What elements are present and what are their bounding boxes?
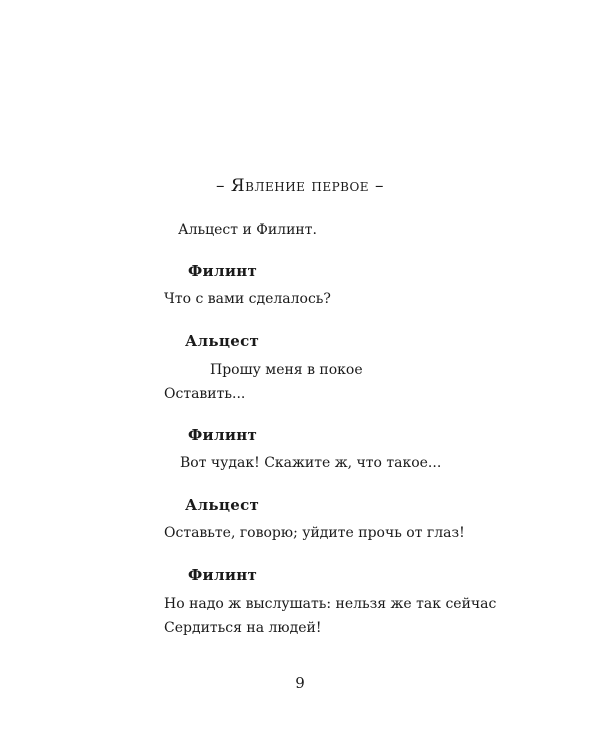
dialogue-line: Вот чудак! Скажите ж, что такое... <box>180 455 442 471</box>
speaker-name: Филинт <box>188 426 258 444</box>
dialogue-line: Сердиться на людей! <box>164 620 322 636</box>
speaker-name: Альцест <box>185 496 260 514</box>
speaker-name: Альцест <box>185 332 260 350</box>
speaker-name: Филинт <box>188 566 258 584</box>
dialogue-line: Оставить... <box>164 386 246 402</box>
dialogue-line: Но надо ж выслушать: нельзя же так сейчас <box>164 596 497 612</box>
dialogue-line: Что с вами сделалось? <box>164 291 331 307</box>
speaker-name: Филинт <box>188 262 258 280</box>
dialogue-line: Прошу меня в покое <box>210 362 363 378</box>
scene-title: – Явление первое – <box>216 176 384 196</box>
dialogue-line: Оставьте, говорю; уйдите прочь от глаз! <box>164 525 465 541</box>
stage-direction: Альцест и Филинт. <box>178 222 317 238</box>
page-number: 9 <box>295 674 305 692</box>
